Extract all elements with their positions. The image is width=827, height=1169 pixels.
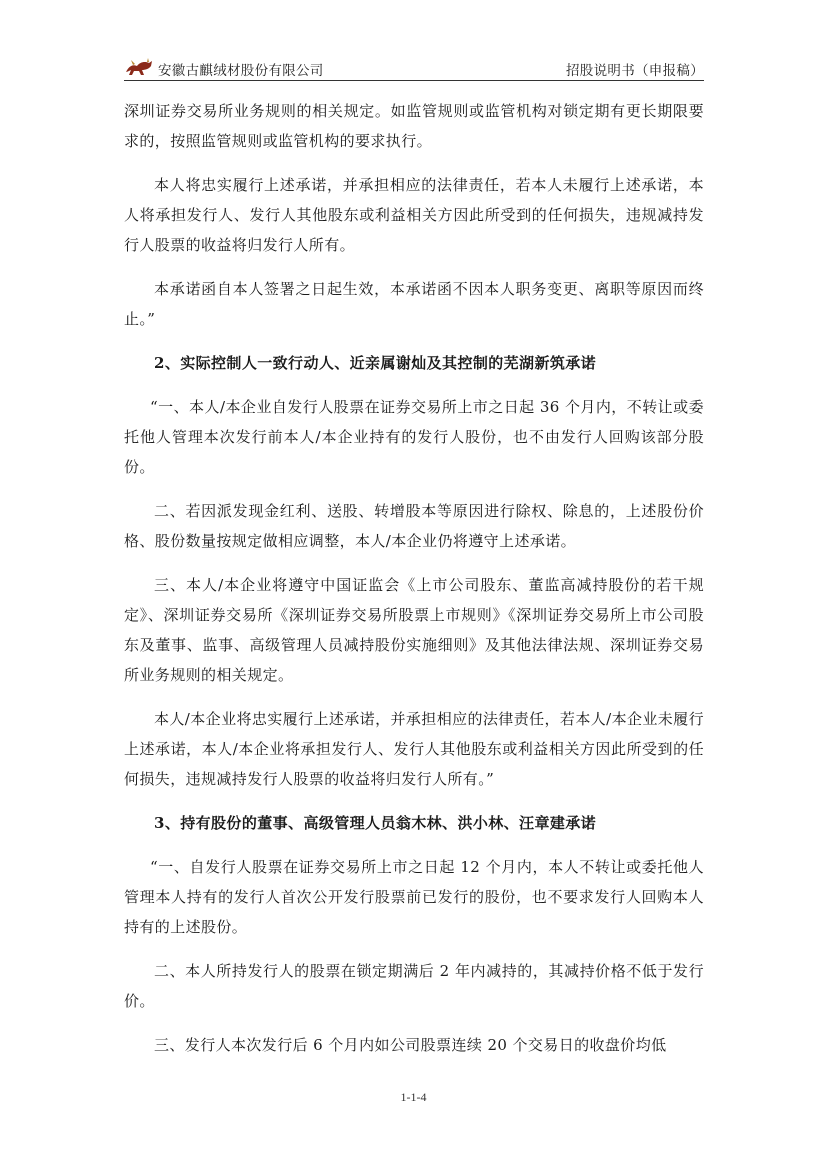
section-heading: 2、实际控制人一致行动人、近亲属谢灿及其控制的芜湖新筑承诺 xyxy=(154,354,597,372)
paragraph: “一、本人/本企业自发行人股票在证券交易所上市之日起 36 个月内，不转让或委托他人管理本次发行前本人/本企业持有的发行人股份，也不由发行人回购该部分股份。 xyxy=(124,398,704,476)
paragraph: 二、若因派发现金红利、送股、转增股本等原因进行除权、除息的，上述股份价格、股份数量按规定做相应调整，本人/本企业仍将遵守上述承诺。 xyxy=(124,502,704,550)
paragraph: 深圳证券交易所业务规则的相关规定。如监管规则或监管机构对锁定期有更长期限要求的，按照监管规则或监管机构的要求执行。 xyxy=(124,102,704,150)
header-divider xyxy=(124,80,704,81)
paragraph: 二、本人所持发行人的股票在锁定期满后 2 年内减持的，其减持价格不低于发行价。 xyxy=(124,962,704,1010)
section-heading: 3、持有股份的董事、高级管理人员翁木林、洪小林、汪章建承诺 xyxy=(154,814,597,832)
paragraph: 本人/本企业将忠实履行上述承诺，并承担相应的法律责任，若本人/本企业未履行上述承诺，本人/本企业将承担发行人、发行人其他股东或利益相关方因此所受到的任何损失，违规减持发行人股票的收益将归发行人所有。” xyxy=(124,710,704,788)
page-number: 1-1-4 xyxy=(400,1090,427,1104)
document-body xyxy=(124,96,704,1074)
qilin-logo-icon xyxy=(124,57,154,77)
paragraph: 本人将忠实履行上述承诺，并承担相应的法律责任，若本人未履行上述承诺，本人将承担发行人、发行人其他股东或利益相关方因此所受到的任何损失，违规减持发行人股票的收益将归发行人所有。 xyxy=(124,176,704,254)
company-name: 安徽古麒绒材股份有限公司 xyxy=(158,63,324,79)
paragraph: 三、本人/本企业将遵守中国证监会《上市公司股东、董监高减持股份的若干规定》、深圳证券交易所《深圳证券交易所股票上市规则》《深圳证券交易所上市公司股东及董事、监事、高级管理人员减持股份实施细则》及其他法律法规、深圳证券交易所业务规则的相关规定。 xyxy=(124,576,704,684)
document-title: 招股说明书（申报稿） xyxy=(566,63,704,79)
paragraph: 三、发行人本次发行后 6 个月内如公司股票连续 20 个交易日的收盘价均低 xyxy=(154,1036,667,1054)
paragraph: 本承诺函自本人签署之日起生效，本承诺函不因本人职务变更、离职等原因而终止。” xyxy=(124,280,704,328)
page-header xyxy=(124,55,704,81)
paragraph: “一、自发行人股票在证券交易所上市之日起 12 个月内，本人不转让或委托他人管理本人持有的发行人首次公开发行股票前已发行的股份，也不要求发行人回购本人持有的上述股份。 xyxy=(124,858,704,936)
